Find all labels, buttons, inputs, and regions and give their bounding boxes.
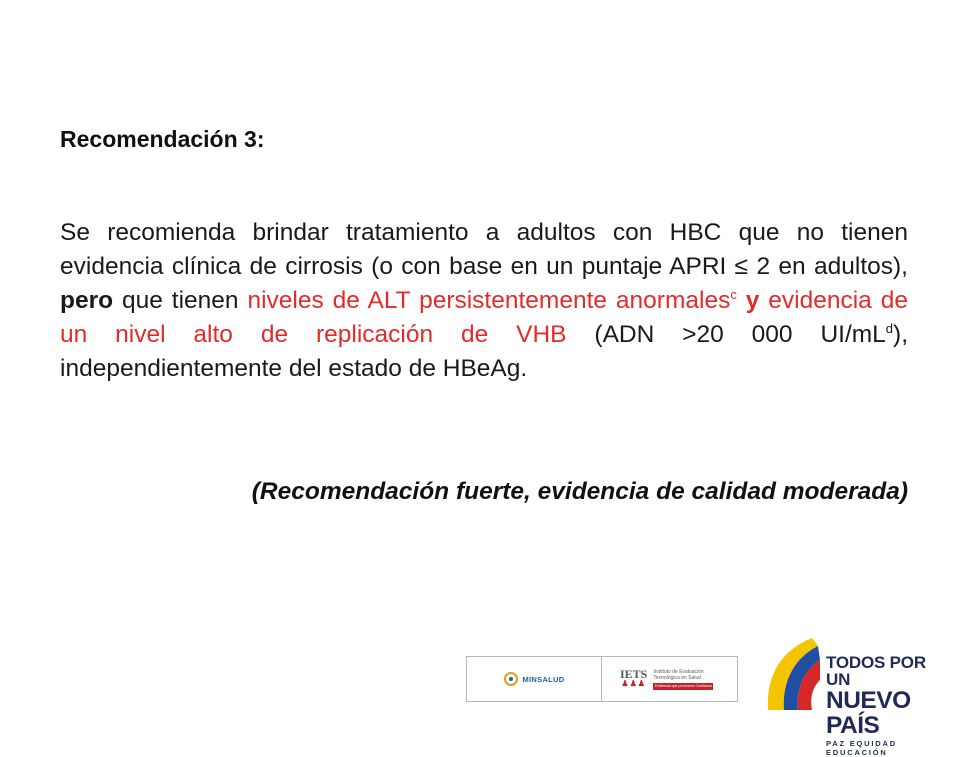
text-part: que tienen	[113, 287, 248, 314]
tpun-line1: TODOS POR UN	[826, 653, 926, 689]
highlight-y: y	[736, 287, 760, 314]
iets-tagline: Evidencia que promueve Confianza	[654, 683, 712, 688]
highlight-alt: niveles de ALT persistentemente anormales	[247, 287, 731, 314]
colombia-flag-icon	[760, 636, 820, 712]
iets-name: Instituto de Evaluación Tecnológica en Salud	[653, 668, 704, 681]
footnote-c: c	[730, 286, 737, 302]
text-part: ), independientemente del estado de HBeAg.	[60, 321, 908, 382]
text-part: Se recomienda brindar tratamiento a adultos con HBC que no tienen evidencia clínica de cirrosis (o con base en un puntaje APRI ≤ 2 en adultos),	[60, 219, 908, 280]
recommendation-strength: (Recomendación fuerte, evidencia de calidad moderada)	[251, 478, 908, 505]
iets-info	[653, 669, 713, 690]
people-icon: ♟♟♟	[621, 679, 646, 688]
tpun-line3: PAZ EQUIDAD EDUCACIÓN	[826, 739, 897, 757]
emphasis-pero: pero	[60, 287, 114, 314]
recommendation-text	[60, 216, 908, 386]
minsalud-logo	[467, 657, 602, 701]
text-part: (ADN >20 000 UI/mL	[566, 321, 886, 348]
iets-logo	[602, 657, 737, 701]
iets-acronym: IETS	[620, 667, 648, 681]
minsalud-label: MINSALUD	[522, 674, 565, 684]
footnote-d: d	[885, 320, 894, 336]
iets-mark	[620, 669, 647, 689]
coat-of-arms-icon	[504, 672, 518, 686]
highlight-vhb: evidencia de un nivel alto de replicación de VHB	[60, 287, 908, 348]
tpun-line2: NUEVO PAÍS	[826, 687, 911, 739]
recommendation-heading: Recomendación 3:	[60, 126, 265, 152]
todos-por-un-nuevo-pais-logo	[826, 654, 946, 757]
institution-logos	[466, 656, 738, 702]
